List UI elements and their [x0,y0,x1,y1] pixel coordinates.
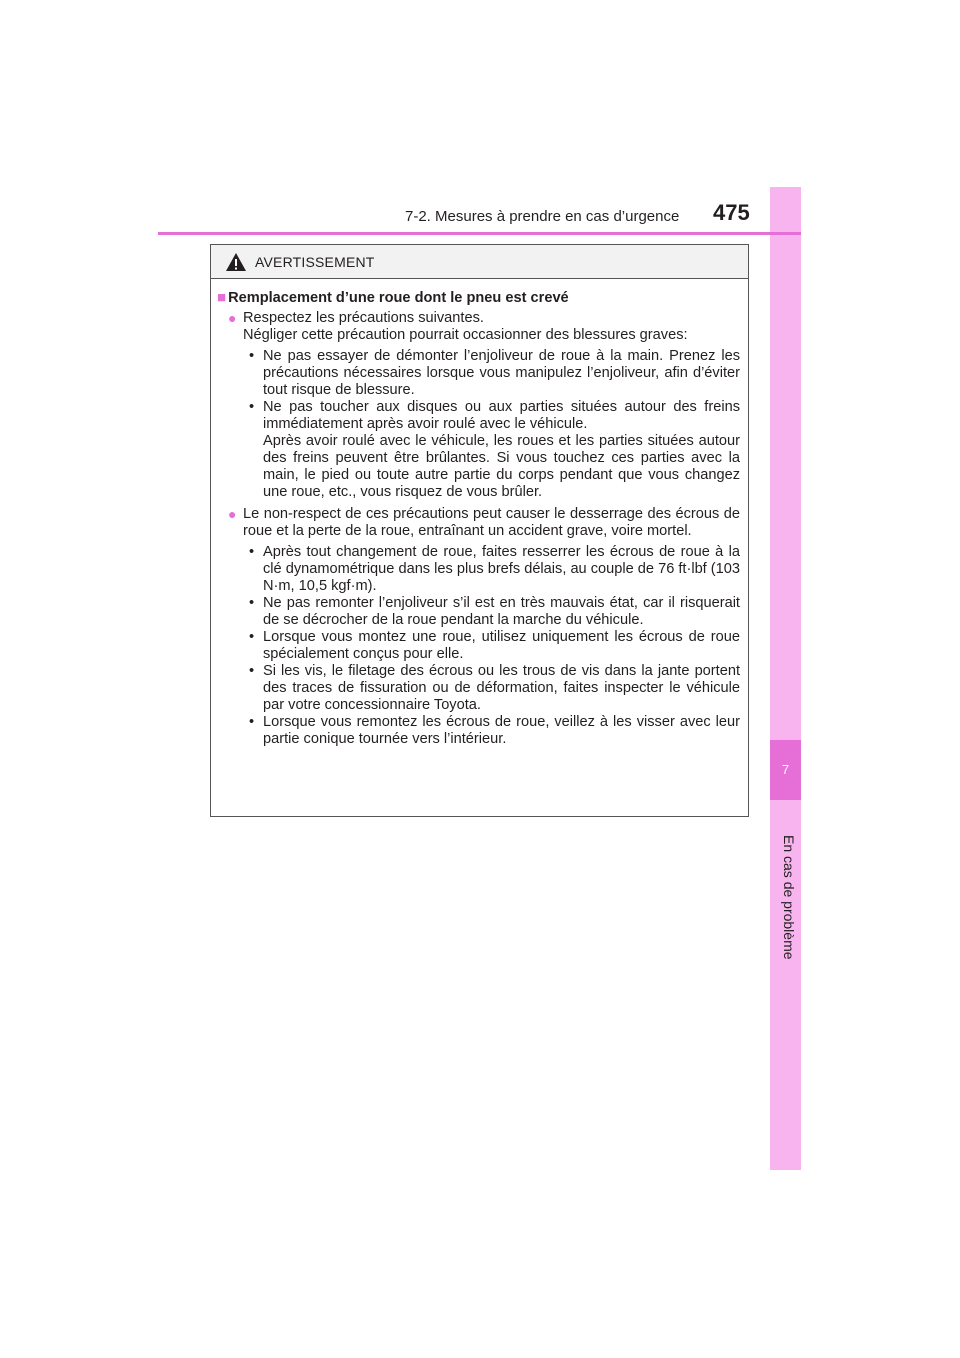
square-bullet-icon: ■ [217,289,227,306]
list-item-text: Lorsque vous remontez les écrous de roue, veillez à les visser avec leur partie conique tournée vers l’intérieur. [263,714,740,747]
warning-triangle-icon [225,252,247,272]
dot-bullet-icon: • [249,348,255,364]
list-item [217,399,740,501]
chapter-number-tab: 7 [770,740,801,800]
list-item-text: Lorsque vous montez une roue, utilisez uniquement les écrous de roue spécialement conçus pour elle. [263,629,740,662]
sub-list [217,544,740,748]
warning-points [217,310,740,748]
point-text: Le non-respect de ces précautions peut causer le desserrage des écrous de roue et la perte de la roue, entraînant un accident grave, voire mortel. [243,506,740,539]
chapter-side-tab [770,187,801,1170]
warning-box [210,244,749,817]
list-item-text: Si les vis, le filetage des écrous ou les trous de vis dans la jante portent des traces de fissuration ou de déformation, faites inspecter le véhicule par votre concessionnaire Toyota. [263,663,740,713]
list-item [217,663,740,714]
dot-bullet-icon: • [249,663,255,679]
warning-header [211,245,748,279]
header-rule [158,232,801,235]
dot-bullet-icon: • [249,714,255,730]
list-item [217,348,740,399]
dot-bullet-icon: • [249,629,255,645]
list-item-text: Après tout changement de roue, faites resserrer les écrous de roue à la clé dynamométrique dans les plus brefs délais, au couple de 76 ft·lbf (103 N·m, 10,5 kgf·m). [263,544,741,594]
chapter-label: En cas de problème [781,835,797,960]
dot-bullet-icon: • [249,544,255,560]
warning-point [217,506,740,540]
list-item [217,714,740,748]
circle-bullet-icon: ● [228,310,237,326]
list-item [217,629,740,663]
warning-heading: ■ Remplacement d’une roue dont le pneu est crevé [217,289,569,306]
list-item [217,595,740,629]
warning-point [217,310,740,344]
circle-bullet-icon: ● [228,506,237,522]
list-item-text: Ne pas remonter l’enjoliveur s’il est en très mauvais état, car il risquerait de se décrocher de la roue pendant la marche du véhicule. [263,595,740,628]
point-text-continued: Négliger cette précaution pourrait occasionner des blessures graves: [243,327,688,343]
page-number: 475 [713,200,750,225]
warning-body [211,279,748,748]
list-item-text: Ne pas toucher aux disques ou aux parties situées autour des freins immédiatement après avoir roulé avec le véhicule. [263,399,740,432]
list-item [217,544,740,595]
section-title: 7-2. Mesures à prendre en cas d’urgence [405,208,680,225]
list-item-text-continued: Après avoir roulé avec le véhicule, les roues et les parties situées autour des freins peuvent être brûlantes. Si vous touchez ces parties avec la main, le pied ou toute autre partie du corps pendant que vous changez une roue, etc., vous risquez de vous brûler. [263,433,740,500]
dot-bullet-icon: • [249,399,255,415]
point-text: Respectez les précautions suivantes. [243,310,484,326]
warning-title: AVERTISSEMENT [255,254,375,270]
list-item-text: Ne pas essayer de démonter l’enjoliveur de roue à la main. Prenez les précautions nécessaires lorsque vous manipulez l’enjoliveur, afin d’éviter tout risque de blessure. [263,348,740,398]
dot-bullet-icon: • [249,595,255,611]
sub-list [217,348,740,501]
